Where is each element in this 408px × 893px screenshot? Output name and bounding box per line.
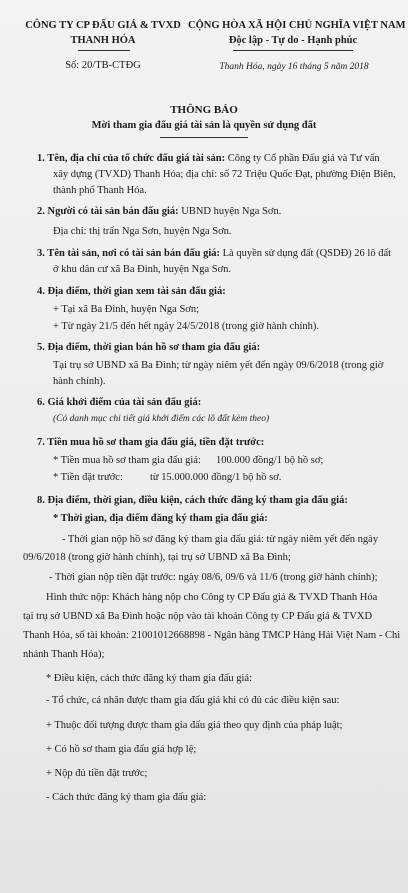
section-4-line-2: + Từ ngày 21/5 đến hết ngày 24/5/2018 (trong giờ hành chính). [53, 321, 320, 332]
section-1-line-1 [37, 153, 380, 164]
section-3-line-2: ở khu dân cư xã Ba Đình, huyện Nga Sơn. [53, 264, 232, 275]
section-8-para-2: - Thời gian nộp tiền đặt trước: ngày 08/6, 09/6 và 11/6 (trong giờ hành chính); [49, 572, 378, 583]
section-8-para-3-line-2: tại trụ sở UBND xã Ba Đình hoặc nộp vào tài khoản Công ty CP Đấu giá & TVXD [23, 611, 373, 622]
place-date: Thanh Hóa, ngày 16 tháng 5 năm 2018 [219, 62, 369, 72]
section-8-para-4: - Tổ chức, cá nhân được tham gia đấu giá khi có đủ các điều kiện sau: [46, 695, 340, 706]
section-7-row-1-label: * Tiền mua hồ sơ tham gia đấu giá: [53, 455, 201, 466]
nation-motto: Độc lập - Tự do - Hạnh phúc [228, 35, 358, 46]
section-2-body: UBND huyện Nga Sơn. [181, 206, 282, 217]
section-7-row-2-value: từ 15.000.000 đồng/1 bộ hồ sơ. [150, 472, 282, 483]
company-underline [78, 50, 130, 51]
document-number: Số: 20/TB-CTĐG [65, 60, 141, 71]
section-8-subheading-2: * Điều kiện, cách thức đăng ký tham gia đấu giá: [46, 673, 253, 684]
section-5-line-2: hành chính). [53, 376, 106, 387]
section-5-heading: 5. Địa điểm, thời gian bán hồ sơ tham gia đấu giá: [37, 342, 261, 353]
section-8-para-5: + Thuộc đối tượng được tham gia đấu giá theo quy định của pháp luật; [46, 720, 343, 731]
section-8-para-3-line-3: Thanh Hóa, số tài khoản: 21001012668898 - Ngân hàng TMCP Hàng Hải Việt Nam - Chi [23, 630, 401, 641]
company-name-line2: THANH HÓA [70, 35, 136, 46]
section-8-heading: 8. Địa điểm, thời gian, điều kiện, cách thức đăng ký tham gia đấu giá: [37, 495, 348, 506]
company-name-line1: CÔNG TY CP ĐẤU GIÁ & TVXD [25, 20, 181, 31]
section-8-para-6: + Có hồ sơ tham gia đấu giá hợp lệ; [46, 744, 197, 755]
section-2-line-1 [37, 206, 281, 217]
section-4-line-1: + Tại xã Ba Đình, huyện Nga Sơn; [53, 304, 200, 315]
section-8-para-1-line-1: - Thời gian nộp hồ sơ đăng ký tham gia đấu giá: từ ngày niêm yết đến ngày [62, 534, 379, 545]
section-8-para-3-line-1: Hình thức nộp: Khách hàng nộp cho Công ty CP Đấu giá & TVXD Thanh Hóa [46, 592, 378, 603]
section-2-heading: 2. Người có tài sản bán đấu giá: [37, 206, 179, 217]
section-5-line-1: Tại trụ sở UBND xã Ba Đình; từ ngày niêm yết đến ngày 09/6/2018 (trong giờ [53, 360, 384, 371]
section-2-address: Địa chỉ: thị trấn Nga Sơn, huyện Nga Sơn. [53, 226, 232, 237]
motto-underline [233, 50, 353, 51]
section-8-para-8: - Cách thức đăng ký tham gia đấu giá: [46, 792, 207, 803]
title-underline [160, 137, 248, 138]
section-7-heading: 7. Tiền mua hồ sơ tham gia đấu giá, tiền đặt trước: [37, 437, 265, 448]
section-1-heading: 1. Tên, địa chỉ của tổ chức đấu giá tài sản: [37, 153, 226, 164]
section-1-body: Công ty Cổ phần Đấu giá và Tư vấn [227, 153, 380, 164]
nation-name: CỘNG HÒA XÃ HỘI CHỦ NGHĨA VIỆT NAM [188, 20, 406, 31]
section-3-heading: 3. Tên tài sản, nơi có tài sản bán đấu giá: [37, 248, 220, 259]
section-3-line-1 [37, 248, 391, 259]
section-6-note: (Có danh mục chi tiết giá khởi điểm các lô đất kèm theo) [53, 414, 270, 424]
section-6-heading: 6. Giá khởi điểm của tài sản đấu giá: [37, 397, 202, 408]
section-7-row-1-value: 100.000 đồng/1 bộ hồ sơ; [216, 455, 324, 466]
section-8-para-7: + Nộp đủ tiền đặt trước; [46, 768, 148, 779]
section-7-row-2-label: * Tiền đặt trước: [53, 472, 123, 483]
section-8-subheading-1: * Thời gian, địa điểm đăng ký tham gia đấu giá: [53, 513, 268, 524]
notice-title: THÔNG BÁO [170, 104, 238, 116]
section-1-line-2: xây dựng (TVXD) Thanh Hóa; địa chỉ: số 72 Triệu Quốc Đạt, phường Điện Biên, [53, 169, 396, 180]
section-8-para-1-line-2: 09/6/2018 (trong giờ hành chính), tại trụ sở UBND xã Ba Đình; [23, 552, 291, 563]
section-8-para-3-line-4: nhánh Thanh Hóa); [23, 649, 105, 660]
section-1-line-3: thành phố Thanh Hóa. [53, 185, 147, 196]
section-4-heading: 4. Địa điểm, thời gian xem tài sản đấu giá: [37, 286, 226, 297]
notice-subtitle: Mời tham gia đấu giá tài sản là quyền sử dụng đất [91, 120, 317, 131]
section-3-body: Là quyền sử dụng đất (QSDĐ) 26 lô đất [222, 248, 392, 259]
